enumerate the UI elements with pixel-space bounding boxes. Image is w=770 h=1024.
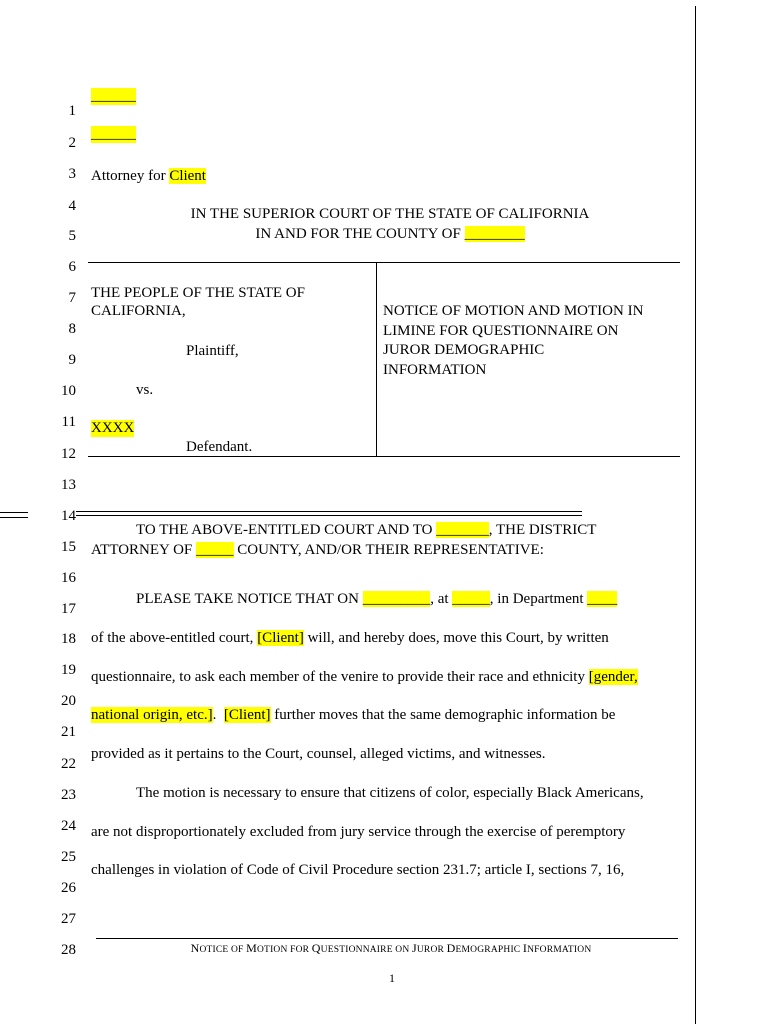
body-line-18 — [91, 630, 609, 647]
department-blank[interactable]: ____ — [587, 591, 618, 607]
line-number: 26 — [61, 880, 76, 896]
defendant-name-field[interactable]: XXXX — [91, 420, 135, 436]
line-number: 18 — [61, 631, 76, 647]
plaintiff-label: Plaintiff, — [186, 343, 239, 359]
da-label-cont: COUNTY, AND/OR THEIR REPRESENTATIVE: — [237, 542, 544, 558]
body-line-23: The motion is necessary to ensure that citizens of color, especially Black Americans, — [136, 785, 644, 801]
line-number: 7 — [68, 290, 76, 306]
versus-label: vs. — [136, 382, 154, 398]
line-number: 10 — [61, 383, 76, 399]
addressee-text-cont: , THE DISTRICT — [488, 522, 597, 538]
addressee-blank[interactable]: _______ — [436, 522, 489, 538]
motion-title-line4: INFORMATION — [383, 362, 487, 378]
court-heading-line2 — [90, 226, 690, 243]
line-number: 21 — [61, 724, 76, 740]
footer-title-part: Q — [311, 941, 321, 955]
addressee-line1 — [136, 522, 596, 539]
footer-title-part: UROR — [416, 945, 447, 955]
footer-title-part: M — [246, 941, 257, 955]
line-number: 27 — [61, 911, 76, 927]
line-number: 3 — [68, 166, 76, 182]
page-number: 1 — [389, 971, 395, 985]
caption-divider — [376, 262, 377, 456]
body-text: . — [212, 707, 217, 723]
attorney-client-field[interactable]: Client — [169, 168, 206, 184]
footer-title-part: NFORMATION — [527, 945, 592, 955]
footer-title-part: J — [412, 941, 417, 955]
line-number: 25 — [61, 849, 76, 865]
attorney-for-label: Attorney for — [91, 168, 166, 184]
line-number: 19 — [61, 662, 76, 678]
body-line-24: are not disproportionately excluded from jury service through the exercise of peremptory — [91, 824, 626, 840]
line-number: 1 — [68, 103, 76, 119]
demographic-options-field-cont[interactable]: national origin, etc.] — [91, 707, 213, 723]
client-field[interactable]: [Client] — [257, 630, 304, 646]
addressee-line2 — [91, 542, 544, 559]
hearing-date-blank[interactable]: _________ — [362, 591, 431, 607]
caption-top-rule — [88, 262, 680, 263]
attorney-for-line — [91, 168, 206, 185]
addressee-text: TO THE ABOVE-ENTITLED COURT AND TO — [136, 522, 433, 538]
line-number: 28 — [61, 942, 76, 958]
footer-title-part: OTICE OF — [199, 945, 247, 955]
body-line-20 — [91, 707, 615, 724]
right-margin-rule — [695, 6, 696, 1024]
footer-title — [96, 941, 686, 956]
footer-rule — [96, 938, 678, 939]
motion-title-line1: NOTICE OF MOTION AND MOTION IN — [383, 303, 644, 319]
motion-title-line2: LIMINE FOR QUESTIONNAIRE ON — [383, 323, 619, 339]
body-text: questionnaire, to ask each member of the venire to provide their race and ethnicity — [91, 669, 585, 685]
line-number: 16 — [61, 570, 76, 586]
line-number: 12 — [61, 446, 76, 462]
line-number: 5 — [68, 228, 76, 244]
footer-title-part: OTION FOR — [257, 945, 312, 955]
da-label: ATTORNEY OF — [91, 542, 193, 558]
line-number: 13 — [61, 477, 76, 493]
body-text: of the above-entitled court, — [91, 630, 254, 646]
left-margin-double-rule-bottom — [0, 517, 28, 518]
line-number: 23 — [61, 787, 76, 803]
footer-title-part: N — [190, 941, 200, 955]
line-number: 20 — [61, 693, 76, 709]
client-field[interactable]: [Client] — [223, 707, 271, 723]
court-heading-line1: IN THE SUPERIOR COURT OF THE STATE OF CALIFORNIA — [190, 206, 590, 222]
line-number: 2 — [68, 135, 76, 151]
line-number: 6 — [68, 259, 76, 275]
line-number: 11 — [61, 414, 76, 430]
county-label: IN AND FOR THE COUNTY OF — [255, 226, 461, 242]
plaintiff-name-line1: THE PEOPLE OF THE STATE OF — [91, 285, 305, 301]
notice-at: , at — [430, 591, 449, 607]
plaintiff-name-line2: CALIFORNIA, — [91, 303, 186, 319]
section-double-rule-top — [76, 511, 582, 512]
footer-title-part: EMOGRAPHIC — [455, 945, 523, 955]
line-number: 8 — [68, 321, 76, 337]
line-number: 15 — [61, 539, 76, 555]
county-blank[interactable]: ________ — [464, 226, 525, 242]
body-text: further moves that the same demographic information be — [274, 707, 616, 723]
notice-dept: , in Department — [489, 591, 584, 607]
line-number: 4 — [68, 198, 76, 214]
footer-title-part: UESTIONNAIRE ON — [320, 945, 412, 955]
body-text: will, and hereby does, move this Court, by written — [307, 630, 609, 646]
caption-bottom-rule — [88, 456, 680, 457]
line-number: 14 — [61, 508, 76, 524]
line-number: 24 — [61, 818, 76, 834]
line-number: 22 — [61, 756, 76, 772]
attorney-name-blank[interactable]: ______ — [91, 88, 136, 104]
body-line-19 — [91, 669, 638, 686]
line-number: 17 — [61, 601, 76, 617]
line-number: 9 — [68, 352, 76, 368]
notice-line-17 — [136, 591, 617, 608]
footer-title-part: D — [446, 941, 456, 955]
notice-text: PLEASE TAKE NOTICE THAT ON — [136, 591, 359, 607]
body-line-25: challenges in violation of Code of Civil Procedure section 231.7; article I, sections 7, 16, — [91, 862, 625, 878]
demographic-options-field[interactable]: [gender, — [588, 669, 638, 685]
footer-title-part: I — [522, 941, 528, 955]
section-double-rule-bottom — [76, 515, 582, 516]
motion-title-line3: JUROR DEMOGRAPHIC — [383, 342, 545, 358]
defendant-label: Defendant. — [186, 439, 253, 455]
body-line-21: provided as it pertains to the Court, counsel, alleged victims, and witnesses. — [91, 746, 546, 762]
hearing-time-blank[interactable]: _____ — [452, 591, 490, 607]
attorney-address-blank[interactable]: ______ — [91, 126, 136, 142]
left-margin-double-rule-top — [0, 512, 28, 513]
da-county-blank[interactable]: _____ — [196, 542, 234, 558]
